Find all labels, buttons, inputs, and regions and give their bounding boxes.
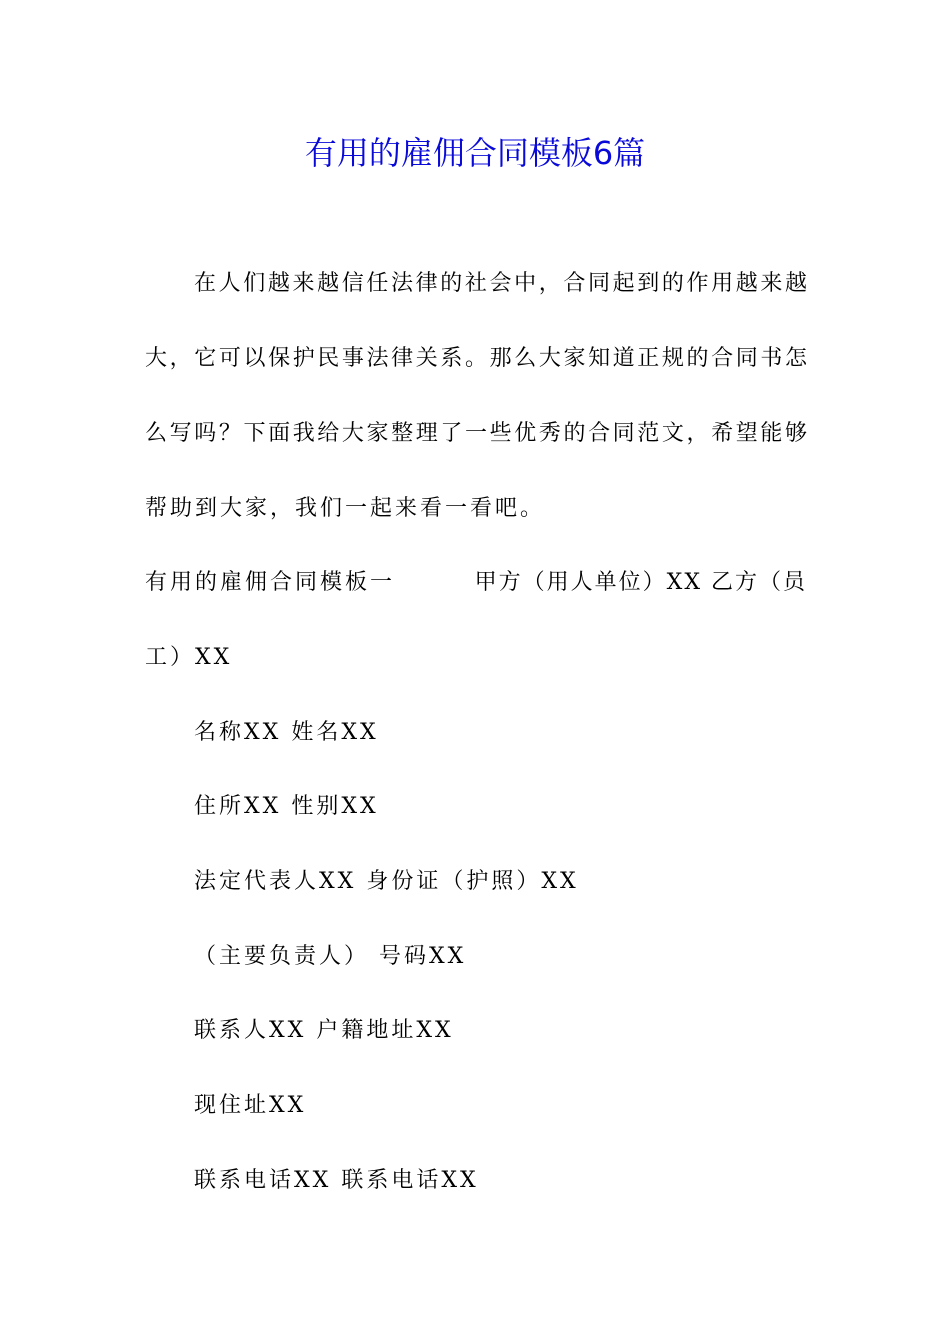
parties-line-continued: 工）XX	[145, 645, 233, 670]
field-name: 名称XX 姓名XX	[194, 720, 379, 745]
parties-line: 甲方（用人单位）XX 乙方（员	[474, 570, 807, 595]
field-contact-person: 联系人XX 户籍地址XX	[194, 1018, 454, 1043]
intro-line-4: 帮助到大家，我们一起来看一看吧。	[145, 496, 546, 521]
field-legal-representative: 法定代表人XX 身份证（护照）XX	[194, 869, 579, 894]
field-address: 住所XX 性别XX	[194, 794, 379, 819]
field-phone: 联系电话XX 联系电话XX	[194, 1168, 479, 1193]
field-current-address: 现住址XX	[194, 1093, 307, 1118]
document-title: 有用的雇佣合同模板6篇	[304, 134, 646, 172]
intro-line-2: 大，它可以保护民事法律关系。那么大家知道正规的合同书怎	[145, 346, 807, 371]
field-principal: （主要负责人） 号码XX	[194, 944, 467, 969]
section-heading: 有用的雇佣合同模板一	[145, 570, 396, 595]
intro-line-3: 么写吗？下面我给大家整理了一些优秀的合同范文，希望能够	[145, 421, 807, 446]
intro-line-1: 在人们越来越信任法律的社会中，合同起到的作用越来越	[194, 271, 807, 296]
